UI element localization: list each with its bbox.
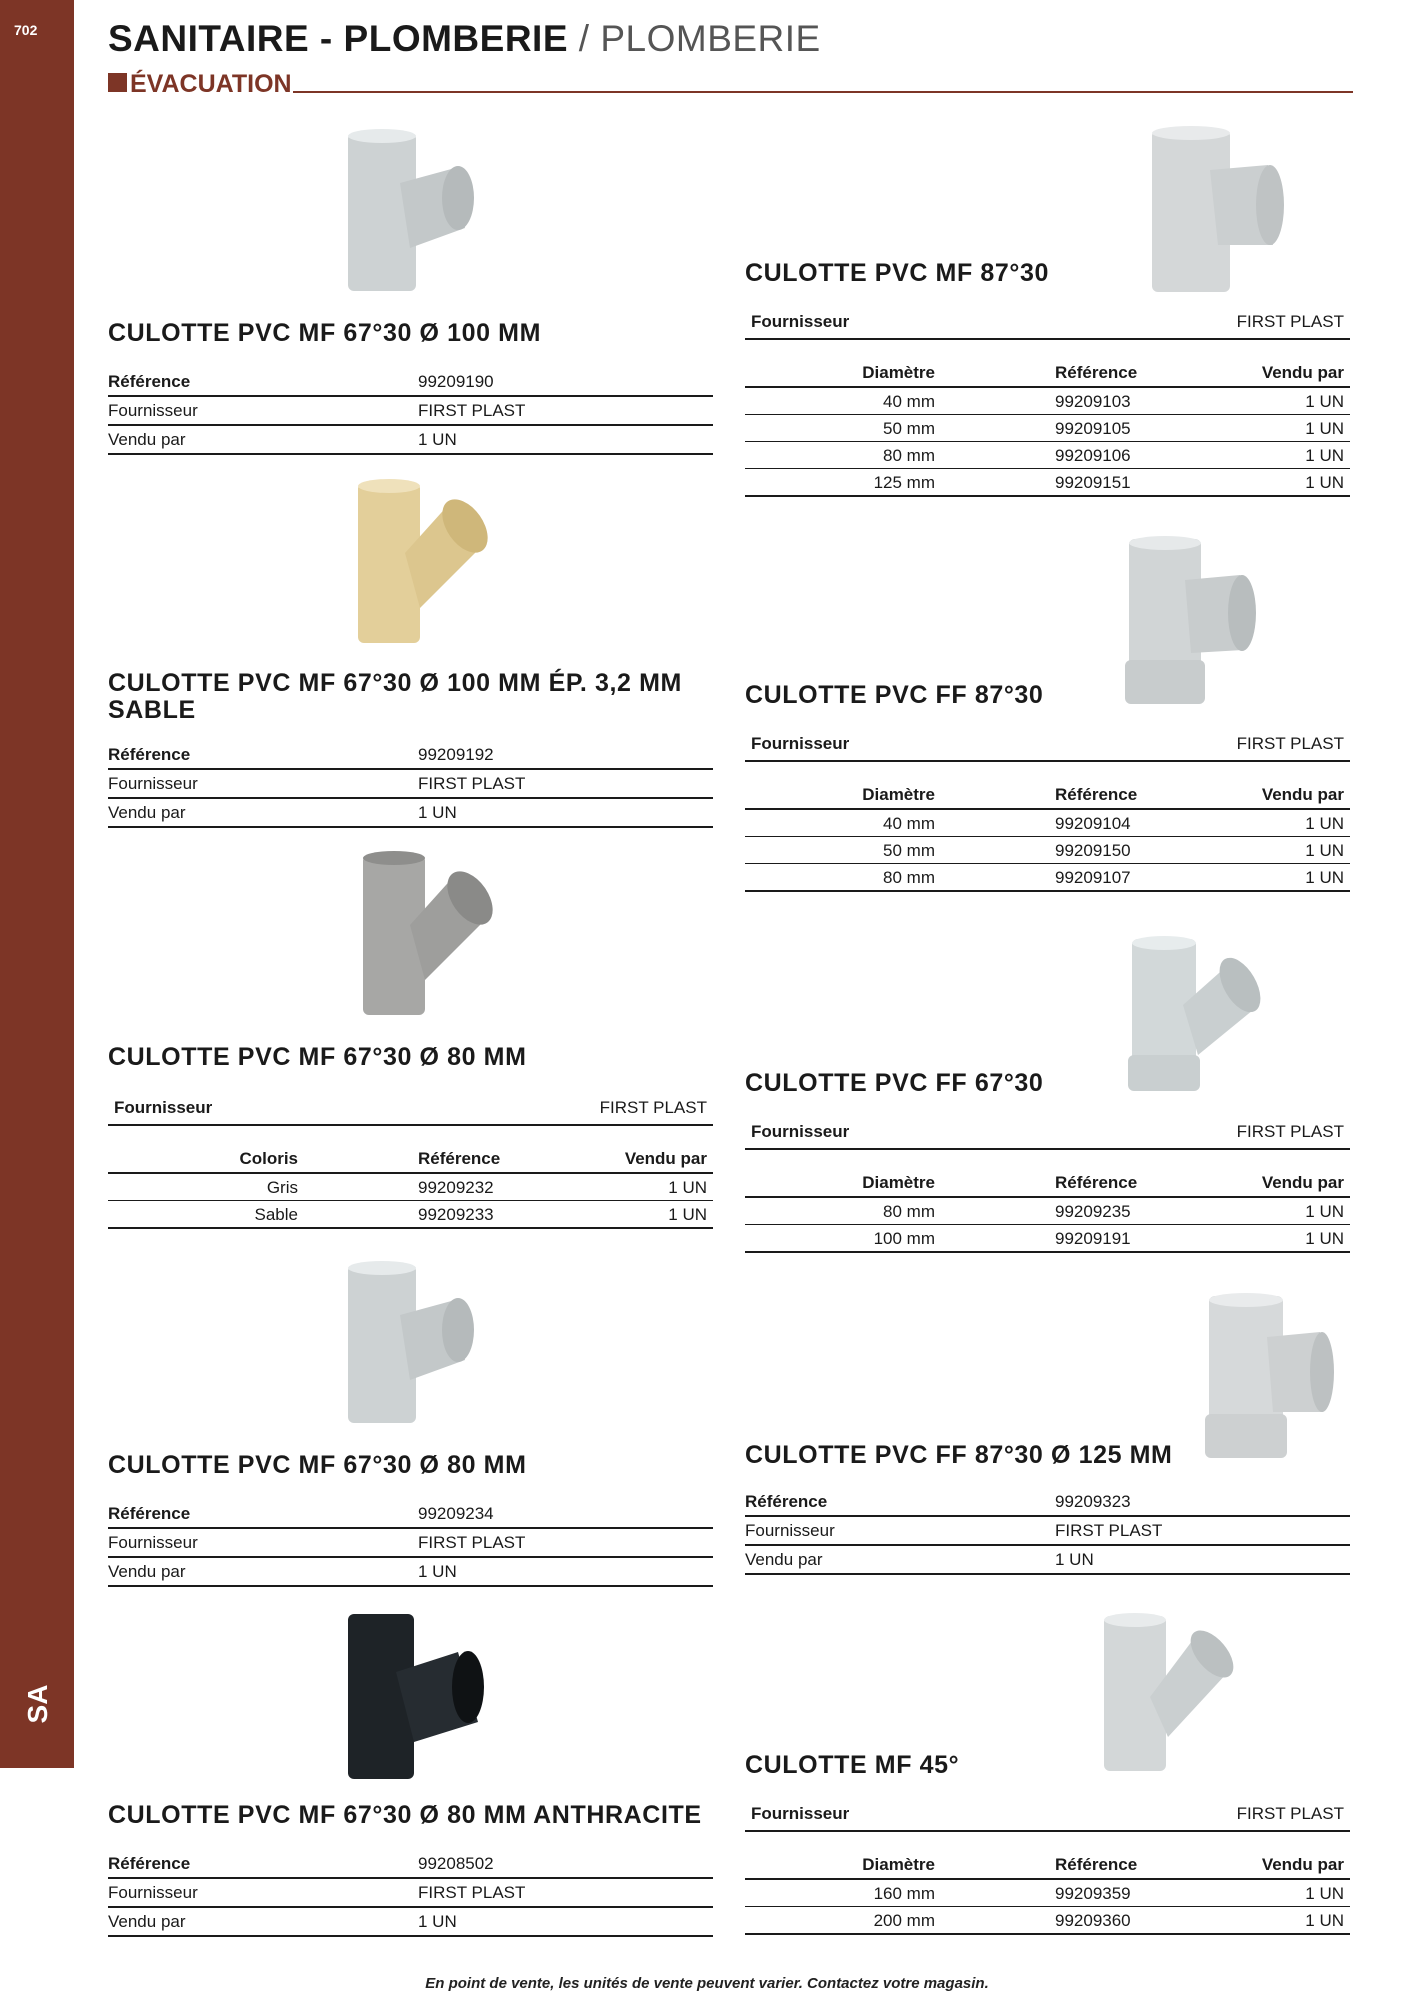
- column-header: Diamètre: [862, 785, 935, 804]
- cell: 1 UN: [1305, 446, 1344, 465]
- cell: 99209191: [1055, 1229, 1131, 1248]
- cell: 80 mm: [883, 446, 935, 465]
- spec-row: [108, 426, 713, 455]
- spec-row: [108, 1558, 713, 1587]
- product-image-dark-grey-wye: [355, 850, 495, 1022]
- cell: 99209107: [1055, 868, 1131, 887]
- cell: 50 mm: [883, 419, 935, 438]
- title-main: SANITAIRE - PLOMBERIE: [108, 18, 568, 59]
- supplier-label: Fournisseur: [751, 734, 850, 753]
- spec-table: [108, 1850, 713, 1937]
- column-header: Référence: [418, 1149, 501, 1168]
- table-row: [745, 1198, 1350, 1225]
- section-heading: [108, 70, 1353, 98]
- section-label: ÉVACUATION: [130, 70, 292, 98]
- spec-row: [108, 397, 713, 426]
- supplier-row: [745, 726, 1350, 762]
- spec-row: [108, 770, 713, 799]
- cell: 99209232: [418, 1178, 494, 1197]
- spec-row: [745, 1517, 1350, 1546]
- table-row: [745, 1880, 1350, 1907]
- cell: 99209105: [1055, 419, 1131, 438]
- supplier-value: FIRST PLAST: [1236, 1122, 1344, 1141]
- table-row: [745, 388, 1350, 415]
- spec-row: [745, 1546, 1350, 1575]
- cell: 1 UN: [1305, 1884, 1344, 1903]
- supplier-row: [745, 304, 1350, 340]
- cell: 80 mm: [883, 1202, 935, 1221]
- cell: 1 UN: [668, 1205, 707, 1224]
- column-header: Référence: [1055, 785, 1138, 804]
- column-header: Vendu par: [1261, 1173, 1344, 1192]
- column-header: Diamètre: [862, 1173, 935, 1192]
- table-header: [745, 1850, 1350, 1880]
- product-title: CULOTTE PVC MF 87°30: [745, 259, 1049, 287]
- cell: 40 mm: [883, 392, 935, 411]
- column-header: Vendu par: [1261, 1855, 1344, 1874]
- spec-value: 99208502: [418, 1854, 494, 1873]
- cell: 1 UN: [1305, 814, 1344, 833]
- spec-row: [108, 741, 713, 770]
- spec-value: FIRST PLAST: [418, 1533, 526, 1552]
- spec-row: [745, 1488, 1350, 1517]
- spec-row: [108, 1850, 713, 1879]
- column-header: Vendu par: [624, 1149, 707, 1168]
- product-image-grey-wye-female: [1128, 935, 1263, 1095]
- table-row: [745, 442, 1350, 469]
- spec-label: Fournisseur: [108, 401, 198, 420]
- spec-row: [108, 1908, 713, 1937]
- spec-label: Vendu par: [108, 1912, 186, 1931]
- supplier-value: FIRST PLAST: [1236, 1804, 1344, 1823]
- product-title: CULOTTE PVC MF 67°30 Ø 80 MM: [108, 1043, 527, 1071]
- cell: 80 mm: [883, 868, 935, 887]
- spec-label: Fournisseur: [745, 1521, 835, 1540]
- spec-label: Référence: [745, 1492, 828, 1511]
- cell: 99209360: [1055, 1911, 1131, 1930]
- cell: 99209233: [418, 1205, 494, 1224]
- spec-label: Référence: [108, 1854, 191, 1873]
- table-header: [108, 1144, 713, 1174]
- spec-label: Fournisseur: [108, 774, 198, 793]
- product-title: CULOTTE PVC FF 87°30: [745, 681, 1044, 709]
- cell: 40 mm: [883, 814, 935, 833]
- product-title: CULOTTE MF 45°: [745, 1751, 960, 1779]
- supplier-label: Fournisseur: [751, 312, 850, 331]
- spec-table: [108, 368, 713, 455]
- spec-table: [108, 1500, 713, 1587]
- spec-row: [108, 1500, 713, 1529]
- column-header: Référence: [1055, 1855, 1138, 1874]
- table-header: [745, 1168, 1350, 1198]
- table-row: [745, 1225, 1350, 1253]
- spec-row: [108, 368, 713, 397]
- cell: 99209151: [1055, 473, 1131, 492]
- table-header: [745, 358, 1350, 388]
- table-row: [745, 1907, 1350, 1935]
- cell: 99209104: [1055, 814, 1131, 833]
- cell: 1 UN: [1305, 1911, 1344, 1930]
- spec-label: Fournisseur: [108, 1883, 198, 1902]
- table-row: [745, 415, 1350, 442]
- spec-label: Vendu par: [745, 1550, 823, 1569]
- spec-label: Référence: [108, 372, 191, 391]
- column-header: Référence: [1055, 1173, 1138, 1192]
- column-header: Vendu par: [1261, 785, 1344, 804]
- column-header: Diamètre: [862, 1855, 935, 1874]
- supplier-row: [745, 1796, 1350, 1832]
- cell: 99209103: [1055, 392, 1131, 411]
- column-header: Vendu par: [1261, 363, 1344, 382]
- product-title: CULOTTE PVC MF 67°30 Ø 100 MM ÉP. 3,2 MM SABLE: [108, 669, 682, 724]
- column-header: Diamètre: [862, 363, 935, 382]
- cell: 99209359: [1055, 1884, 1131, 1903]
- table-row: [745, 837, 1350, 864]
- cell: 100 mm: [873, 1229, 935, 1248]
- cell: 1 UN: [1305, 419, 1344, 438]
- column-header: Coloris: [239, 1149, 298, 1168]
- page-title: [108, 18, 821, 60]
- product-image-grey-tee: [340, 1260, 480, 1430]
- spec-table: [108, 741, 713, 828]
- variant-table: [745, 1168, 1350, 1253]
- product-image-grey-tee-female: [1125, 535, 1260, 707]
- section-rule: [293, 91, 1353, 93]
- spec-value: 99209323: [1055, 1492, 1131, 1511]
- supplier-label: Fournisseur: [751, 1804, 850, 1823]
- spec-value: 99209234: [418, 1504, 494, 1523]
- product-image-grey-tee-female: [1205, 1292, 1335, 1462]
- supplier-row: [745, 1114, 1350, 1150]
- spec-row: [108, 1879, 713, 1908]
- cell: 99209150: [1055, 841, 1131, 860]
- spec-value: 1 UN: [418, 1562, 457, 1581]
- cell: 99209106: [1055, 446, 1131, 465]
- spec-value: FIRST PLAST: [418, 1883, 526, 1902]
- variant-table: [745, 358, 1350, 497]
- footer-note: En point de vente, les unités de vente peuvent varier. Contactez votre magasin.: [425, 1975, 989, 1992]
- product-title: CULOTTE PVC MF 67°30 Ø 80 MM ANTHRACITE: [108, 1801, 702, 1829]
- cell: 1 UN: [1305, 1202, 1344, 1221]
- section-marker: [108, 73, 127, 92]
- supplier-row: [108, 1090, 713, 1126]
- cell: 125 mm: [873, 473, 935, 492]
- spec-value: 99209192: [418, 745, 494, 764]
- product-title: CULOTTE PVC FF 67°30: [745, 1069, 1044, 1097]
- cell: 99209235: [1055, 1202, 1131, 1221]
- spec-value: FIRST PLAST: [1055, 1521, 1163, 1540]
- spec-label: Vendu par: [108, 803, 186, 822]
- cell: 200 mm: [873, 1911, 935, 1930]
- supplier-value: FIRST PLAST: [1236, 312, 1344, 331]
- cell: 1 UN: [1305, 392, 1344, 411]
- spec-value: FIRST PLAST: [418, 401, 526, 420]
- cell: 1 UN: [1305, 1229, 1344, 1248]
- column-header: Référence: [1055, 363, 1138, 382]
- spec-label: Vendu par: [108, 1562, 186, 1581]
- section-code: SA: [22, 1684, 53, 1724]
- spec-value: 1 UN: [418, 803, 457, 822]
- spec-label: Référence: [108, 745, 191, 764]
- cell: 1 UN: [1305, 473, 1344, 492]
- spec-label: Fournisseur: [108, 1533, 198, 1552]
- spec-value: 1 UN: [418, 430, 457, 449]
- cell: Sable: [254, 1205, 298, 1224]
- table-row: [745, 810, 1350, 837]
- supplier-label: Fournisseur: [114, 1098, 213, 1117]
- title-sub: / PLOMBERIE: [578, 18, 821, 59]
- table-row: [745, 469, 1350, 497]
- spec-value: 1 UN: [418, 1912, 457, 1931]
- table-row: [108, 1174, 713, 1201]
- spec-row: [108, 1529, 713, 1558]
- cell: 1 UN: [668, 1178, 707, 1197]
- supplier-value: FIRST PLAST: [1236, 734, 1344, 753]
- cell: Gris: [266, 1178, 298, 1197]
- spec-value: 1 UN: [1055, 1550, 1094, 1569]
- cell: 50 mm: [883, 841, 935, 860]
- cell: 160 mm: [873, 1884, 935, 1903]
- spec-row: [108, 799, 713, 828]
- table-row: [108, 1201, 713, 1229]
- variant-table: [745, 780, 1350, 892]
- table-header: [745, 780, 1350, 810]
- spec-table: [745, 1488, 1350, 1575]
- product-image-sand-wye: [350, 478, 490, 650]
- supplier-value: FIRST PLAST: [599, 1098, 707, 1117]
- table-row: [745, 864, 1350, 892]
- product-image-grey-tee: [1148, 125, 1288, 297]
- cell: 1 UN: [1305, 868, 1344, 887]
- spec-value: FIRST PLAST: [418, 774, 526, 793]
- variant-table: [108, 1144, 713, 1229]
- cell: 1 UN: [1305, 841, 1344, 860]
- supplier-label: Fournisseur: [751, 1122, 850, 1141]
- spec-label: Référence: [108, 1504, 191, 1523]
- spec-value: 99209190: [418, 372, 494, 391]
- product-title: CULOTTE PVC FF 87°30 Ø 125 MM: [745, 1441, 1173, 1469]
- page-number: 702: [14, 22, 38, 38]
- product-image-anthracite-wye: [338, 1612, 488, 1784]
- product-image-grey-tee: [340, 128, 480, 298]
- variant-table: [745, 1850, 1350, 1935]
- product-title: CULOTTE PVC MF 67°30 Ø 80 MM: [108, 1451, 527, 1479]
- product-title: CULOTTE PVC MF 67°30 Ø 100 MM: [108, 319, 542, 347]
- side-band: [0, 0, 74, 1768]
- spec-label: Vendu par: [108, 430, 186, 449]
